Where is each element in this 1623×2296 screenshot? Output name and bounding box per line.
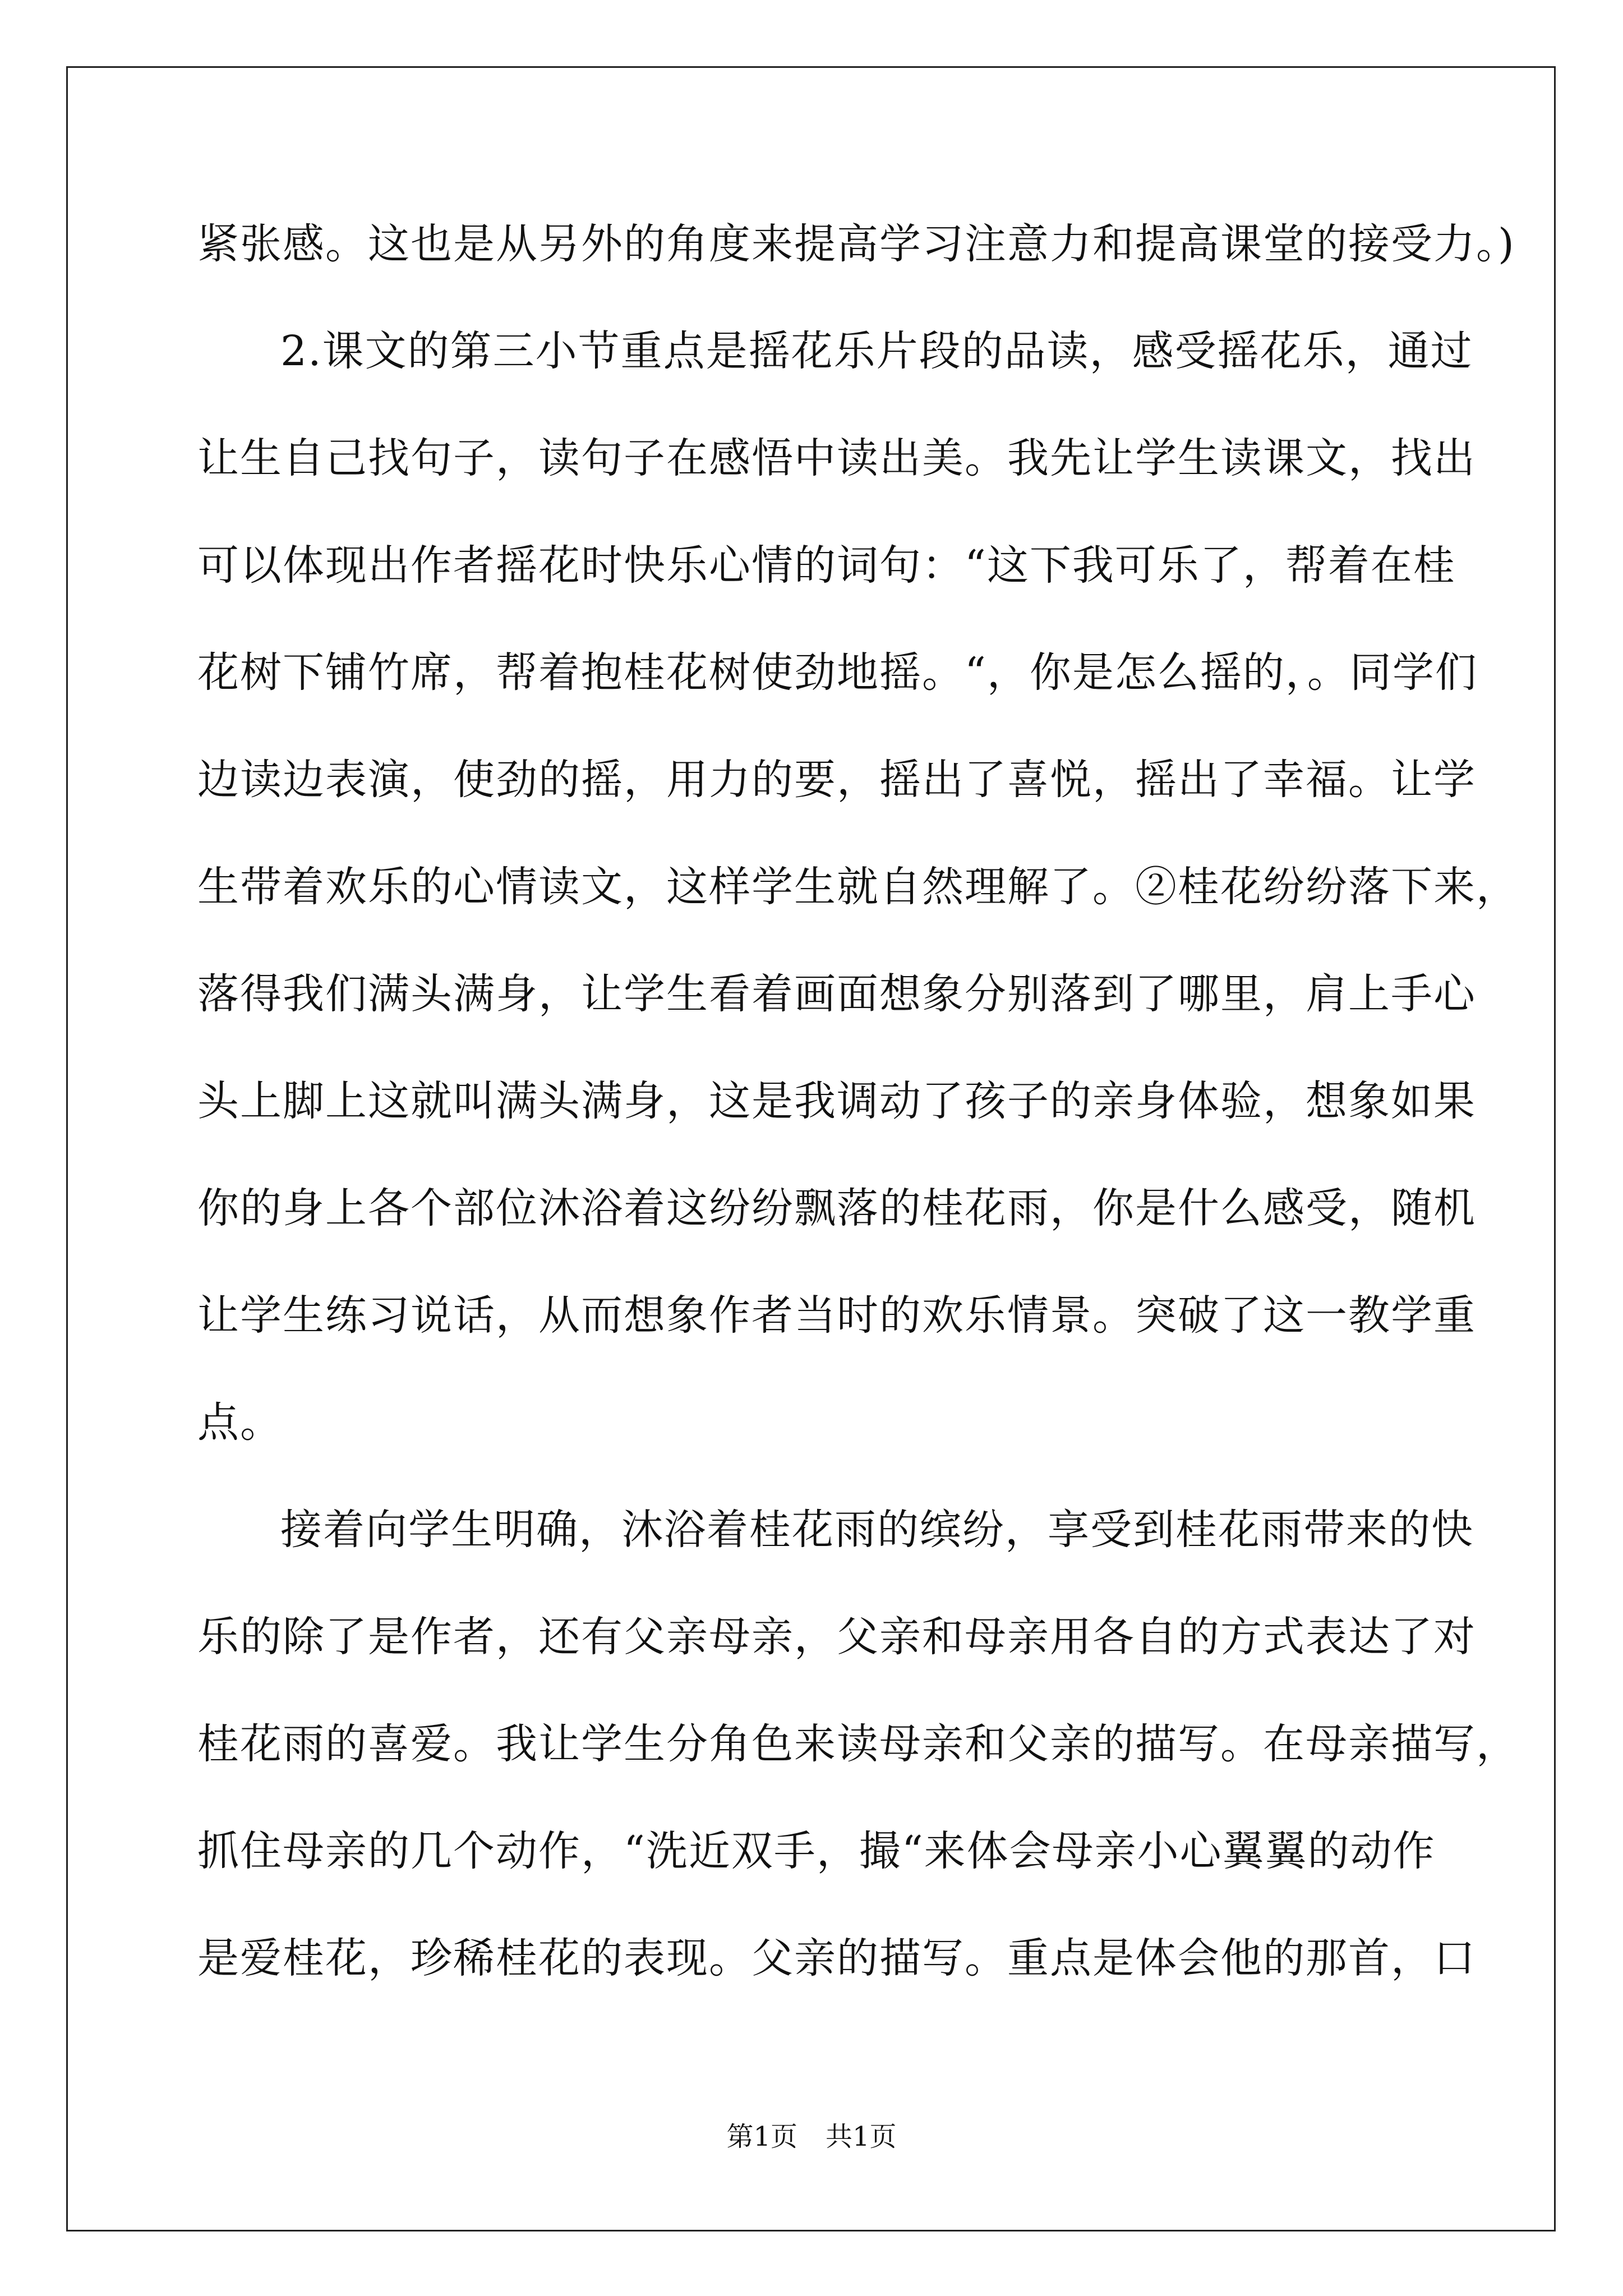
text-line: 花树下铺竹席，帮着抱桂花树使劲地摇。“，你是怎么摇的，。同学们 [197, 648, 1478, 697]
text-line: 可以体现出作者摇花时快乐心情的词句：“这下我可乐了，帮着在桂 [197, 541, 1456, 590]
text-line: 你的身上各个部位沐浴着这纷纷飘落的桂花雨，你是什么感受，随机 [197, 1184, 1476, 1232]
page-total: 共1页 [826, 2121, 897, 2152]
text-line: 边读边表演，使劲的摇，用力的要，摇出了喜悦，摇出了幸福。让学 [197, 756, 1476, 804]
text-line: 桂花雨的喜爱。我让学生分角色来读母亲和父亲的描写。在母亲描写， [197, 1720, 1519, 1768]
text-line: 点。 [197, 1398, 283, 1447]
page-number: 第1页 [726, 2121, 797, 2152]
document-body [197, 219, 1519, 2040]
text-line: 抓住母亲的几个动作，“洗近双手，撮“来体会母亲小心翼翼的动作 [197, 1827, 1436, 1875]
text-line: 落得我们满头满身，让学生看着画面想象分别落到了哪里，肩上手心 [197, 970, 1476, 1018]
text-line: 让生自己找句子，读句子在感悟中读出美。我先让学生读课文，找出 [197, 434, 1476, 482]
text-line: 是爱桂花，珍稀桂花的表现。父亲的描写。重点是体会他的那首，口 [197, 1934, 1476, 1982]
text-line: 2.课文的第三小节重点是摇花乐片段的品读，感受摇花乐，通过 [280, 327, 1473, 375]
text-line: 生带着欢乐的心情读文，这样学生就自然理解了。②桂花纷纷落下来， [197, 863, 1519, 911]
text-line: 紧张感。这也是从另外的角度来提高学习注意力和提高课堂的接受力。) [197, 220, 1515, 268]
text-line: 头上脚上这就叫满头满身，这是我调动了孩子的亲身体验，想象如果 [197, 1077, 1476, 1125]
text-line: 接着向学生明确，沐浴着桂花雨的缤纷，享受到桂花雨带来的快 [280, 1506, 1474, 1554]
text-line: 让学生练习说话，从而想象作者当时的欢乐情景。突破了这一教学重 [197, 1291, 1476, 1340]
text-line: 乐的除了是作者，还有父亲母亲，父亲和母亲用各自的方式表达了对 [197, 1613, 1476, 1661]
page-footer [0, 2115, 1623, 2154]
